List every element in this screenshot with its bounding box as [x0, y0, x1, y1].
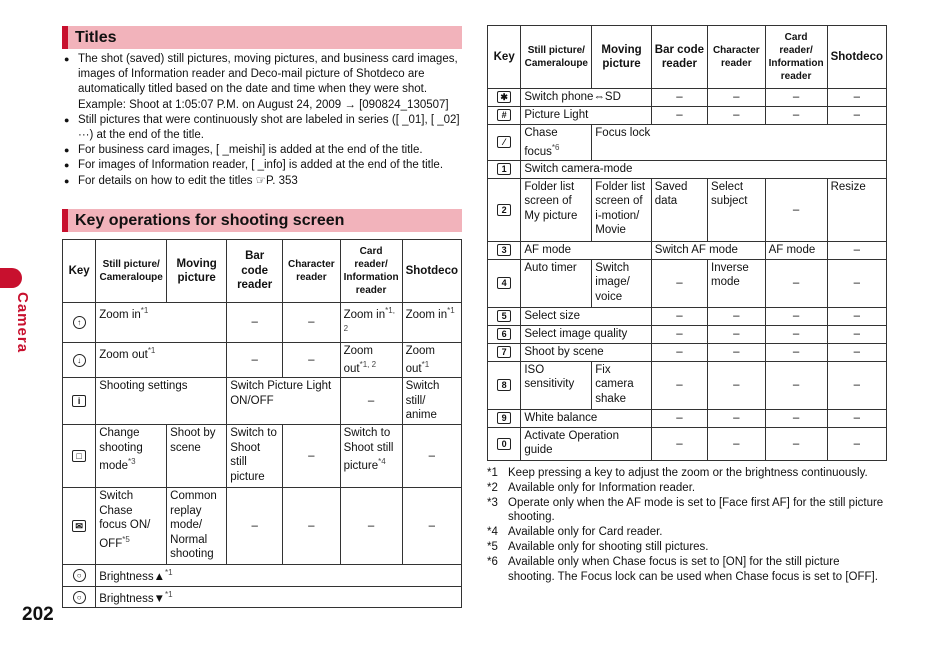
key-cell: [63, 378, 96, 425]
cell: AF mode: [521, 241, 651, 259]
key-8-icon: 8: [497, 379, 511, 391]
cell: –: [402, 425, 461, 488]
footnote: *6 Available only when Chase focus is set to [ON] for the still picture shooting. The Focus lock can be used when Chase focus is set to [OFF].: [487, 555, 878, 583]
cell: –: [651, 89, 707, 107]
table-header-row: [488, 26, 887, 89]
key-7-icon: 7: [497, 346, 511, 358]
cell: AF mode: [765, 241, 827, 259]
cell: Switch still/ anime: [402, 378, 461, 425]
footnote: *5 Available only for shooting still pictures.: [487, 540, 709, 553]
cell: –: [827, 427, 886, 460]
cell: –: [827, 89, 886, 107]
table-row: [488, 259, 887, 307]
cell: –: [708, 325, 766, 343]
table-row: [63, 425, 462, 488]
table-row: [488, 107, 887, 125]
table-row: [488, 361, 887, 409]
table-row: [63, 565, 462, 586]
table-row: [488, 178, 887, 241]
key-2-icon: 2: [497, 204, 511, 216]
table-row: [488, 325, 887, 343]
page-number: 202: [22, 604, 54, 625]
cell: Folder list screen of i-motion/ Movie: [592, 178, 652, 241]
key-0-icon: 0: [497, 438, 511, 450]
key-cell: [488, 160, 521, 178]
col-header-character: Character reader: [708, 26, 766, 89]
cell: –: [827, 325, 886, 343]
cell: –: [827, 241, 886, 259]
col-header-barcode: Bar code reader: [651, 26, 707, 89]
cell: Switch camera-mode: [521, 160, 887, 178]
footnote: *1 Keep pressing a key to adjust the zoom or the brightness continuously.: [487, 467, 868, 479]
cell: White balance: [521, 409, 651, 427]
cell: –: [651, 409, 707, 427]
key-cell: [63, 586, 96, 607]
key-cell: [488, 343, 521, 361]
table-row: [488, 343, 887, 361]
menu-key-icon: □: [72, 450, 86, 462]
key-cell: [488, 125, 521, 161]
hash-key-icon: #: [497, 109, 511, 121]
cell: –: [708, 409, 766, 427]
cell: –: [827, 307, 886, 325]
cell: –: [402, 488, 461, 565]
footnotes: [487, 466, 887, 584]
mail-key-icon: ✉: [72, 520, 86, 532]
nav-up-key-icon: ↑: [73, 316, 86, 329]
cell: Zoom in$^{*1, 2}$: [340, 303, 402, 343]
cell: –: [765, 89, 827, 107]
cell: –: [765, 427, 827, 460]
cell: Zoom out$^{*1}$: [96, 342, 227, 378]
cell: Resize: [827, 178, 886, 241]
cell: –: [283, 488, 340, 565]
key-cell: [488, 241, 521, 259]
col-header-still: Still picture/ Cameraloupe: [96, 240, 167, 303]
table-row: [63, 488, 462, 565]
table-row: [63, 342, 462, 378]
cell: Brightness▼$^{*1}$: [96, 586, 462, 607]
cell: Switch Chase focus ON/ OFF$^{*5}$: [96, 488, 167, 565]
camera-side-key-icon: ⁄: [497, 136, 511, 148]
col-header-card: Card reader/ Information reader: [340, 240, 402, 303]
key-cell: [63, 488, 96, 565]
col-header-key: Key: [63, 240, 96, 303]
cell: Switch to Shoot still picture$^{*4}$: [340, 425, 402, 488]
table-row: [488, 89, 887, 107]
key-4-icon: 4: [497, 277, 511, 289]
key-cell: [488, 325, 521, 343]
col-header-moving: Moving picture: [592, 26, 652, 89]
cell: Brightness▲$^{*1}$: [96, 565, 462, 586]
col-header-barcode: Bar code reader: [227, 240, 283, 303]
key-operations-table-right: [487, 25, 887, 461]
cell: –: [827, 259, 886, 307]
key-cell: [488, 178, 521, 241]
cell: –: [765, 107, 827, 125]
nav-left-key-icon: ○: [73, 569, 86, 582]
bullet-item: ● Still pictures that were continuously shot are labeled in series ([ _01], [ _02] ···) at the end of the title.: [64, 113, 464, 143]
key-cell: [488, 409, 521, 427]
cell: –: [827, 343, 886, 361]
cell: –: [651, 307, 707, 325]
cell: –: [708, 107, 766, 125]
chapter-tab: [0, 268, 22, 288]
table-row: [488, 409, 887, 427]
cell: Auto timer: [521, 259, 592, 307]
nav-down-key-icon: ↓: [73, 354, 86, 367]
keyops-heading: Key operations for shooting screen: [62, 209, 462, 232]
key-cell: [63, 342, 96, 378]
cell: Change shooting mode$^{*3}$: [96, 425, 167, 488]
cell: –: [827, 107, 886, 125]
cell: Switch Picture Light ON/OFF: [227, 378, 340, 425]
key-cell: [63, 425, 96, 488]
col-header-moving: Moving picture: [167, 240, 227, 303]
cell: Switch to Shoot still picture: [227, 425, 283, 488]
footnote: *4 Available only for Card reader.: [487, 526, 663, 539]
cell: Zoom $in^{*1}$: [96, 303, 227, 343]
col-header-card: Card reader/ Information reader: [765, 26, 827, 89]
cell: Switch image/ voice: [592, 259, 652, 307]
cell: Zoom $in^{*1}$: [402, 303, 461, 343]
col-header-shotdeco: Shotdeco: [827, 26, 886, 89]
key-operations-table-left: [62, 239, 462, 608]
cell: Folder list screen of My picture: [521, 178, 592, 241]
chapter-label: Camera: [14, 292, 31, 354]
cell: Fix camera shake: [592, 361, 652, 409]
cell: –: [708, 361, 766, 409]
key-cell: [488, 107, 521, 125]
cell: –: [227, 303, 283, 343]
key-cell: [488, 259, 521, 307]
bullet-item: ● For business card images, [ _meishi] is added at the end of the title.: [64, 143, 464, 158]
cell: Zoom out$^{*1}$: [402, 342, 461, 378]
nav-right-key-icon: ○: [73, 591, 86, 604]
table-row: [63, 378, 462, 425]
cell: –: [283, 303, 340, 343]
key-cell: [488, 89, 521, 107]
cell: Switch phone⇔SD: [521, 89, 651, 107]
table-row: [488, 307, 887, 325]
cell: –: [340, 488, 402, 565]
cell: Chase focus$^{*6}$: [521, 125, 592, 161]
cell: Shoot by scene: [521, 343, 651, 361]
cell: Focus lock: [592, 125, 887, 161]
cell: –: [651, 343, 707, 361]
col-header-character: Character reader: [283, 240, 340, 303]
cell: –: [827, 409, 886, 427]
bullet-item: ● For details on how to edit the titles ☞P. 353: [64, 174, 464, 189]
cell: Select size: [521, 307, 651, 325]
key-6-icon: 6: [497, 328, 511, 340]
cell: –: [765, 178, 827, 241]
titles-heading: Titles: [62, 26, 462, 49]
table-row: [488, 125, 887, 161]
cell: –: [340, 378, 402, 425]
cell: Shoot by scene: [167, 425, 227, 488]
cell: –: [708, 307, 766, 325]
cell: –: [283, 342, 340, 378]
table-header-row: [63, 240, 462, 303]
bullet-item: ● The shot (saved) still pictures, moving pictures, and business card images, images of Information reader and Deco-mail picture of Shotdeco are automatically titled based on the date and time when they were shot. Example: Shoot at 1:05:07 P.M. on August 24, 2009 → [090824_130507]: [64, 52, 464, 113]
key-3-icon: 3: [497, 244, 511, 256]
cell: –: [765, 361, 827, 409]
cell: –: [765, 307, 827, 325]
key-5-icon: 5: [497, 310, 511, 322]
cell: Select subject: [708, 178, 766, 241]
cell: –: [827, 361, 886, 409]
key-9-icon: 9: [497, 412, 511, 424]
col-header-still: Still picture/ Cameraloupe: [521, 26, 592, 89]
cell: –: [765, 343, 827, 361]
cell: ISO sensitivity: [521, 361, 592, 409]
cell: –: [651, 107, 707, 125]
table-row: [63, 586, 462, 607]
cell: –: [708, 343, 766, 361]
footnote: *2 Available only for Information reader.: [487, 481, 696, 494]
cell: –: [227, 488, 283, 565]
table-row: [488, 160, 887, 178]
cell: Activate Operation guide: [521, 427, 651, 460]
table-row: [63, 303, 462, 343]
cell: Switch AF mode: [651, 241, 765, 259]
titles-bullet-list: [64, 52, 464, 189]
bullet-item: ● For images of Information reader, [ _info] is added at the end of the title.: [64, 158, 464, 173]
cell: Saved data: [651, 178, 707, 241]
col-header-shotdeco: Shotdeco: [402, 240, 461, 303]
table-row: [488, 427, 887, 460]
cell: Common replay mode/ Normal shooting: [167, 488, 227, 565]
cell: –: [651, 427, 707, 460]
cell: –: [765, 259, 827, 307]
cell: –: [765, 325, 827, 343]
footnote: *3 Operate only when the AF mode is set to [Face first AF] for the still picture shooting.: [487, 496, 884, 524]
info-key-icon: i: [72, 395, 86, 407]
col-header-key: Key: [488, 26, 521, 89]
key-cell: [488, 307, 521, 325]
cell: –: [708, 427, 766, 460]
key-cell: [63, 303, 96, 343]
cell: Shooting settings: [96, 378, 227, 425]
cell: –: [227, 342, 283, 378]
cell: Inverse mode: [708, 259, 766, 307]
key-1-icon: 1: [497, 163, 511, 175]
cell: –: [283, 425, 340, 488]
table-row: [488, 241, 887, 259]
cell: –: [651, 325, 707, 343]
cell: –: [651, 259, 707, 307]
cell: Picture Light: [521, 107, 651, 125]
cell: –: [708, 89, 766, 107]
key-cell: [488, 361, 521, 409]
asterisk-key-icon: ✱: [497, 91, 511, 103]
key-cell: [488, 427, 521, 460]
cell: –: [765, 409, 827, 427]
cell: Select image quality: [521, 325, 651, 343]
cell: –: [651, 361, 707, 409]
key-cell: [63, 565, 96, 586]
cell: Zoom out$^{*1, 2}$: [340, 342, 402, 378]
